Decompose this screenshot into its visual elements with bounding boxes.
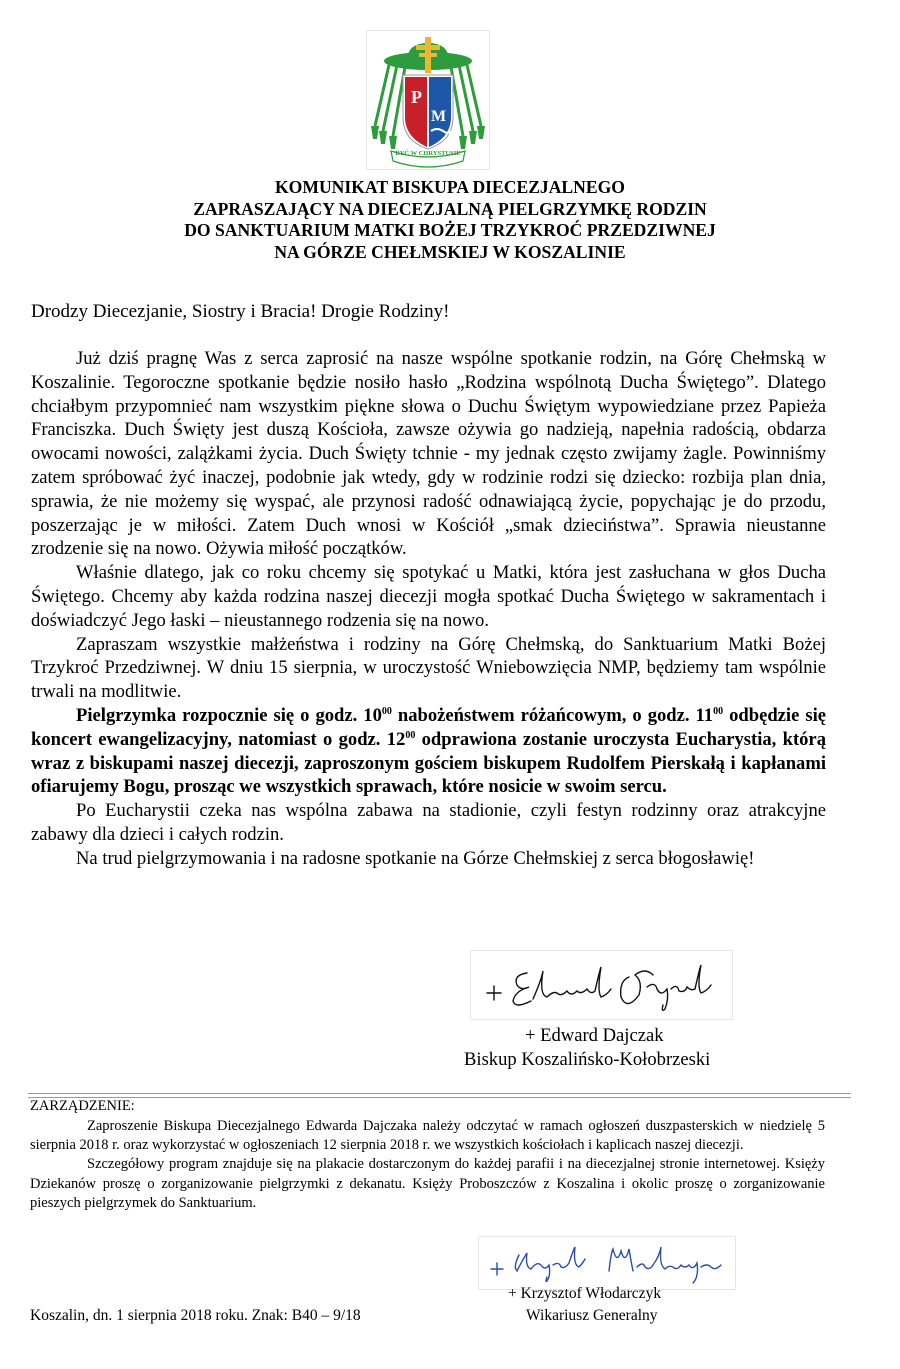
paragraph: Po Eucharystii czeka nas wspólna zabawa na stadionie, czyli festyn rodzinny oraz atrakcyjne zabawy dla dzieci i całych rodzin. [31,800,826,845]
bishop-name: + Edward Dajczak [525,1025,664,1046]
vicar-name: + Krzysztof Włodarczyk [508,1285,662,1302]
decree-heading: ZARZĄDZENIE: [30,1098,135,1114]
svg-text:M: M [431,108,447,125]
document-title [60,177,840,263]
title-line: DO SANKTUARIUM MATKI BOŻEJ TRZYKROĆ PRZEDZIWNEJ [184,220,716,240]
section-divider [28,1093,851,1098]
coat-of-arms-icon [367,31,489,169]
signature-image [479,1237,735,1289]
svg-text:P: P [411,87,422,107]
bishop-title: Biskup Koszalińsko-Kołobrzeski [464,1049,711,1070]
bishop-signature [470,950,733,1020]
paragraph: Zapraszam wszystkie małżeństwa i rodziny na Górę Chełmską, do Sanktuarium Matki Bożej Trzykroć Przedziwnej. W dniu 15 sierpnia, w uroczystość Wniebowzięcia NMP, będziemy tam wspólnie trwali na modlitwie. [31,633,826,703]
title-line: NA GÓRZE CHEŁMSKIEJ W KOSZALINIE [274,241,626,262]
vicar-title: Wikariusz Generalny [526,1307,658,1324]
decree-body [30,1117,825,1213]
letter-body [31,347,826,871]
schedule-paragraph: Pielgrzymka rozpocznie się o godz. $10^{00}$ nabożeństwem różańcowym, o godz. $11^{00}$ odbędzie się koncert ewangelizacyjny, natomiast o godz. $12^{00}$ odprawiona zostanie uroczysta Eucharystia, którą wraz z biskupami naszej diecezji, zaproszonym gościem biskupem Rudolfem Pierskałą i kapłanami ofiarujemy Bogu, prosząc we wszystkich sprawach, które nosicie w swoim sercu. [31,704,826,798]
bishop-coat-of-arms [366,30,490,170]
paragraph: Na trud pielgrzymowania i na radosne spotkanie na Górze Chełmskiej z serca błogosławię! [76,847,755,869]
title-line: ZAPRASZAJĄCY NA DIECEZJALNĄ PIELGRZYMKĘ RODZIN [193,198,707,219]
signature-image [471,951,732,1019]
crest-motto: BYĆ W CHRYSTUSIE [395,150,461,157]
vicar-signature [478,1236,736,1290]
paragraph: Już dziś pragnę Was z serca zaprosić na nasze wspólne spotkanie rodzin, na Górę Chełmską w Koszalinie. Tegoroczne spotkanie będzie nosiło hasło „Rodzina wspólnotą Ducha Świętego”. Dlatego chciałbym przypomnieć nam wszystkim piękne słowa o Duchu Świętym wypowiedziane przez Papieża Franciszka. Duch Święty jest duszą Kościoła, zawsze ożywia go nadzieją, napełnia radością, obdarza owocami nowości, zalążkami życia. Duch Święty tchnie - my jednak często zwijamy żagle. Powinniśmy zatem spróbować żyć inaczej, podobnie jak wtedy, gdy w rodzinie rodzi się dziecko: rozbija plan dnia, sprawia, że nie możemy się wyspać, ale przynosi radość odnawiającą życie, popychając je do przodu, poszerzając je w miłości. Zatem Duch wnosi w Kościół „smak dzieciństwa”. Sprawia nieustanne zrodzenie się na nowo. Ożywia miłość początków. [31,348,826,560]
paragraph: Właśnie dlatego, jak co roku chcemy się spotykać u Matki, która jest zasłuchana w głos Ducha Świętego. Chcemy aby każda rodzina naszej diecezji mogła spotkać Ducha Świętego w sakramentach i doświadczyć Jego łaski – nieustannego rodzenia się na nowo. [31,562,826,631]
decree-paragraph: Zaproszenie Biskupa Diecezjalnego Edwarda Dajczaka należy odczytać w ramach ogłoszeń duszpasterskich w niedzielę 5 sierpnia 2018 r. oraz wykorzystać w ogłoszeniach 12 sierpnia 2018 r. we wszystkich kościołach i kaplicach naszej diecezji. [30,1118,825,1154]
title-line: KOMUNIKAT BISKUPA DIECEZJALNEGO [275,177,625,197]
greeting: Drodzy Diecezjanie, Siostry i Bracia! Drogie Rodziny! [31,301,450,322]
decree-paragraph: Szczegółowy program znajduje się na plakacie dostarczonym do każdej parafii i na diecezjalnej stronie internetowej. Księży Dziekanów proszę o zorganizowanie pielgrzymki z dekanatu. Księży Proboszczów z Koszalina i okolic proszę o zorganizowanie pieszych pielgrzymek do Sanktuarium. [30,1156,825,1211]
footer-reference: Koszalin, dn. 1 sierpnia 2018 roku. Znak: B40 – 9/18 [30,1307,361,1324]
